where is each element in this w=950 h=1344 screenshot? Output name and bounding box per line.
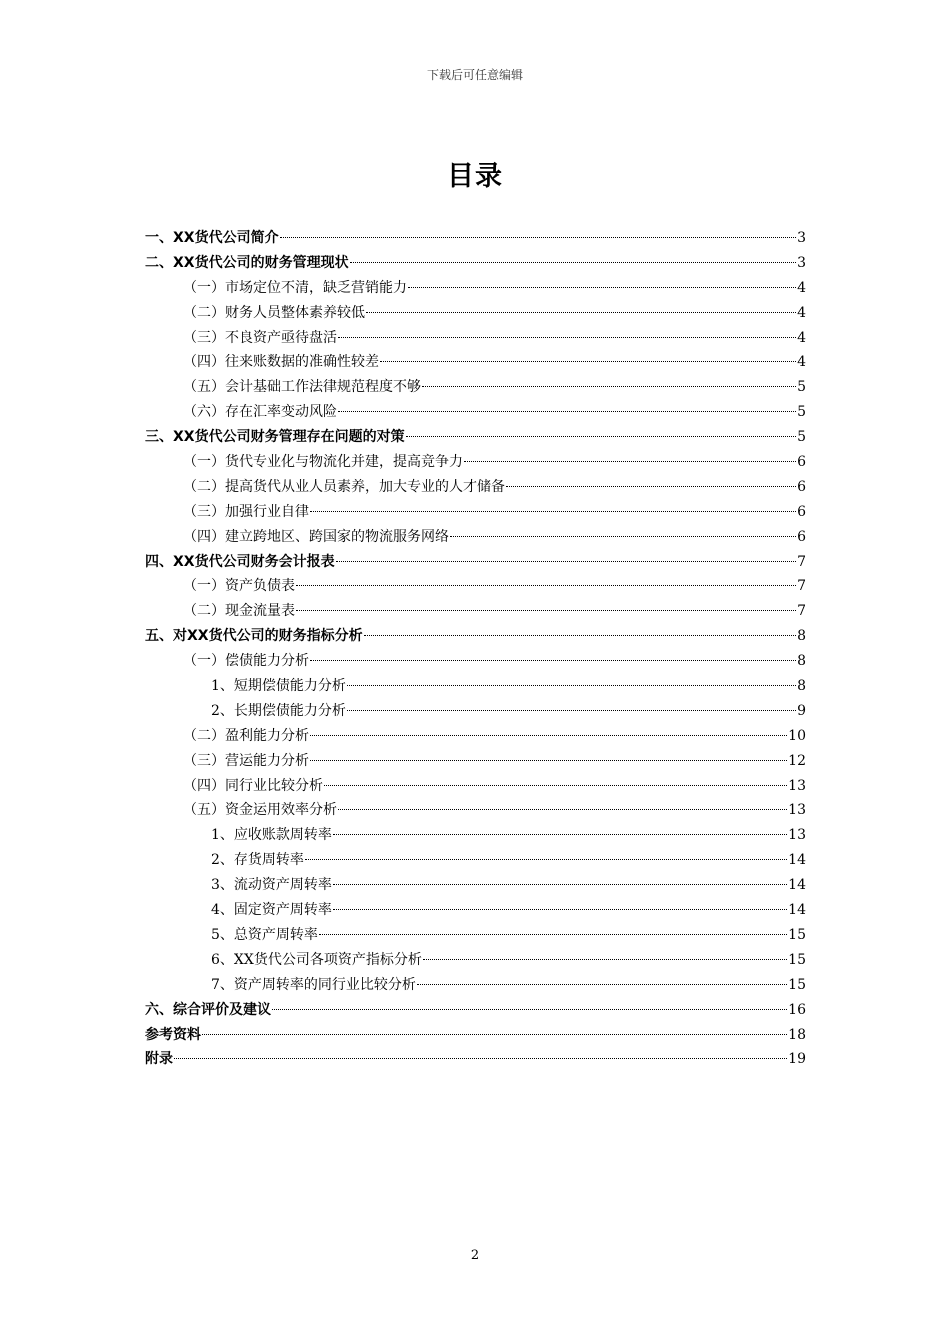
dot-leader (423, 959, 787, 960)
dot-leader (324, 785, 787, 786)
dot-leader (338, 809, 787, 810)
toc-entry[interactable] (145, 649, 806, 674)
dot-leader (296, 585, 796, 586)
toc-entry-page-number: 6 (797, 528, 806, 545)
toc-entry-label: 三、XX货代公司财务管理存在问题的对策 (145, 429, 405, 446)
toc-entry[interactable] (145, 550, 806, 575)
dot-leader (464, 461, 796, 462)
toc-entry-page-number: 12 (788, 752, 806, 769)
toc-entry-page-number: 5 (797, 429, 806, 446)
toc-entry-page-number: 10 (788, 727, 806, 744)
toc-entry-label: （五）资金运用效率分析 (183, 802, 337, 819)
toc-entry-page-number: 4 (797, 329, 806, 346)
toc-entry[interactable] (145, 276, 806, 301)
toc-entry-page-number: 14 (788, 877, 806, 894)
toc-entry-label: 1、应收账款周转率 (211, 827, 332, 844)
toc-entry-page-number: 3 (797, 254, 806, 271)
dot-leader (296, 610, 796, 611)
toc-entry-page-number: 8 (797, 628, 806, 645)
toc-entry-page-number: 7 (797, 578, 806, 595)
dot-leader (364, 635, 796, 636)
dot-leader (417, 984, 787, 985)
toc-entry[interactable] (145, 774, 806, 799)
toc-entry[interactable] (145, 898, 806, 923)
toc-entry-label: 2、存货周转率 (211, 852, 304, 869)
toc-entry[interactable] (145, 624, 806, 649)
toc-entry-label: 7、资产周转率的同行业比较分析 (211, 976, 416, 993)
toc-entry-label: （一）市场定位不清，缺乏营销能力 (183, 279, 407, 296)
toc-entry[interactable] (145, 301, 806, 326)
toc-entry[interactable] (145, 1023, 806, 1048)
toc-entry[interactable] (145, 525, 806, 550)
toc-entry[interactable] (145, 500, 806, 525)
toc-entry-label: 5、总资产周转率 (211, 926, 318, 943)
toc-entry-page-number: 4 (797, 279, 806, 296)
toc-entry-label: 2、长期偿债能力分析 (211, 702, 346, 719)
toc-entry-page-number: 6 (797, 503, 806, 520)
toc-entry-page-number: 7 (797, 553, 806, 570)
toc-entry-label: 五、对XX货代公司的财务指标分析 (145, 628, 363, 645)
toc-entry-label: 1、短期偿债能力分析 (211, 678, 346, 695)
toc-entry[interactable] (145, 251, 806, 276)
toc-entry-label: 附录 (145, 1051, 173, 1068)
dot-leader (333, 884, 787, 885)
toc-entry[interactable] (145, 350, 806, 375)
toc-entry-label: 参考资料 (145, 1026, 201, 1043)
dot-leader (406, 436, 796, 437)
toc-entry-label: （一）资产负债表 (183, 578, 295, 595)
toc-entry[interactable] (145, 326, 806, 351)
toc-entry[interactable] (145, 873, 806, 898)
toc-title: 目录 (447, 161, 503, 192)
toc-entry[interactable] (145, 973, 806, 998)
dot-leader (310, 660, 796, 661)
toc-entry[interactable] (145, 226, 806, 251)
toc-entry-page-number: 3 (797, 230, 806, 246)
toc-entry-label: （一）货代专业化与物流化并建，提高竞争力 (183, 454, 463, 471)
toc-entry-label: （四）建立跨地区、跨国家的物流服务网络 (183, 528, 449, 545)
toc-entry[interactable] (145, 375, 806, 400)
dot-leader (310, 511, 796, 512)
toc-entry[interactable] (145, 998, 806, 1023)
dot-leader (174, 1058, 787, 1059)
toc-entry[interactable] (145, 400, 806, 425)
toc-entry-label: （二）财务人员整体素养较低 (183, 304, 365, 321)
dot-leader (380, 361, 796, 362)
dot-leader (450, 536, 796, 537)
toc-entry-page-number: 15 (788, 976, 806, 993)
toc-entry-label: （六）存在汇率变动风险 (183, 404, 337, 421)
dot-leader (422, 386, 796, 387)
dot-leader (338, 411, 796, 412)
toc-entry-label: （三）加强行业自律 (183, 503, 309, 520)
toc-entry-page-number: 15 (788, 926, 806, 943)
toc-entry-page-number: 8 (797, 678, 806, 695)
dot-leader (305, 859, 787, 860)
toc-entry[interactable] (145, 574, 806, 599)
toc-entry[interactable] (145, 674, 806, 699)
toc-entry-page-number: 8 (797, 653, 806, 670)
toc-entry-page-number: 5 (797, 404, 806, 421)
dot-leader (347, 685, 796, 686)
dot-leader (333, 834, 787, 835)
toc-entry-label: （二）提高货代从业人员素养，加大专业的人才储备 (183, 478, 505, 495)
toc-entry-page-number: 14 (788, 902, 806, 919)
toc-entry[interactable] (145, 1047, 806, 1072)
page-number: 2 (470, 1248, 480, 1263)
toc-entry-page-number: 14 (788, 852, 806, 869)
toc-entry[interactable] (145, 425, 806, 450)
toc-entry[interactable] (145, 724, 806, 749)
toc-entry[interactable] (145, 699, 806, 724)
toc-entry-label: 四、XX货代公司财务会计报表 (145, 553, 335, 570)
toc-entry-page-number: 9 (797, 702, 806, 719)
toc-entry-page-number: 18 (788, 1026, 806, 1043)
toc-entry-page-number: 4 (797, 354, 806, 371)
dot-leader (272, 1009, 787, 1010)
toc-entry-page-number: 6 (797, 478, 806, 495)
toc-entry-label: （五）会计基础工作法律规范程度不够 (183, 379, 421, 396)
toc-entry-label: （三）营运能力分析 (183, 752, 309, 769)
toc-entry-label: 二、XX货代公司的财务管理现状 (145, 254, 349, 271)
toc-entry-page-number: 19 (788, 1051, 806, 1068)
dot-leader (366, 312, 796, 313)
dot-leader (319, 934, 787, 935)
toc-entry-page-number: 6 (797, 454, 806, 471)
toc-entry-label: 6、XX货代公司各项资产指标分析 (211, 951, 422, 968)
dot-leader (280, 237, 796, 238)
dot-leader (310, 735, 787, 736)
dot-leader (333, 909, 787, 910)
dot-leader (347, 710, 796, 711)
toc-entry[interactable] (145, 923, 806, 948)
dot-leader (408, 287, 796, 288)
toc-entry-page-number: 7 (797, 603, 806, 620)
toc-entry-label: 3、流动资产周转率 (211, 877, 332, 894)
toc-entry[interactable] (145, 823, 806, 848)
toc-entry-page-number: 13 (788, 802, 806, 819)
toc-entry-page-number: 13 (788, 777, 806, 794)
dot-leader (506, 486, 796, 487)
toc-list (145, 226, 806, 1072)
toc-entry-label: 4、固定资产周转率 (211, 902, 332, 919)
dot-leader (202, 1034, 787, 1035)
toc-entry-page-number: 16 (788, 1001, 806, 1018)
toc-entry[interactable] (145, 450, 806, 475)
toc-entry-label: （四）往来账数据的准确性较差 (183, 354, 379, 371)
toc-entry-page-number: 13 (788, 827, 806, 844)
toc-entry-label: 一、XX货代公司简介 (145, 230, 279, 246)
toc-entry-label: （一）偿债能力分析 (183, 653, 309, 670)
toc-entry[interactable] (145, 475, 806, 500)
dot-leader (350, 262, 796, 263)
dot-leader (338, 337, 796, 338)
toc-entry[interactable] (145, 948, 806, 973)
toc-entry-page-number: 4 (797, 304, 806, 321)
dot-leader (310, 760, 787, 761)
toc-entry-label: （四）同行业比较分析 (183, 777, 323, 794)
toc-entry[interactable] (145, 749, 806, 774)
dot-leader (336, 561, 796, 562)
toc-entry-label: （二）盈利能力分析 (183, 727, 309, 744)
toc-entry-label: 六、综合评价及建议 (145, 1001, 271, 1018)
toc-entry-label: （三）不良资产亟待盘活 (183, 329, 337, 346)
page-header: 下载后可任意编辑 (426, 68, 523, 82)
toc-entry[interactable] (145, 848, 806, 873)
toc-entry-page-number: 15 (788, 951, 806, 968)
toc-entry[interactable] (145, 798, 806, 823)
toc-entry-label: （二）现金流量表 (183, 603, 295, 620)
toc-entry[interactable] (145, 599, 806, 624)
toc-entry-page-number: 5 (797, 379, 806, 396)
